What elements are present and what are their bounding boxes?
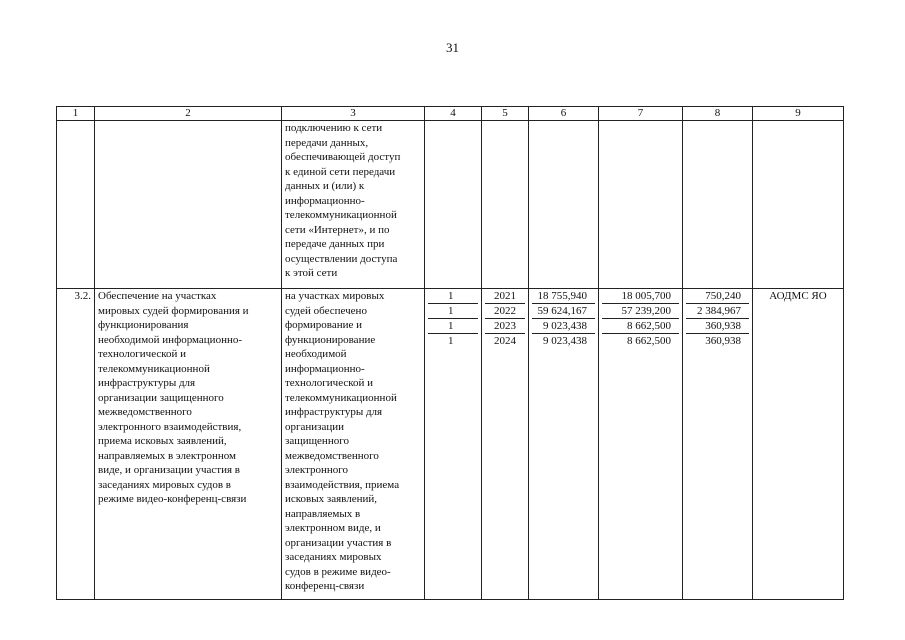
text-line: информационно-	[285, 362, 365, 375]
total-amount-value: 9 023,438	[543, 335, 587, 347]
table-cell	[529, 121, 599, 289]
text-line: режиме видео-конференц-связи	[98, 493, 247, 505]
result-description-cell	[282, 289, 425, 600]
text-line: к единой сети передачи	[285, 165, 396, 178]
table-cell	[95, 121, 282, 289]
column-header: 5	[482, 107, 529, 121]
text-line: приема исковых заявлений,	[98, 435, 227, 447]
column-header: 6	[529, 107, 599, 121]
table-row-continuation	[57, 121, 844, 289]
count-value: 1	[428, 289, 478, 304]
table-header-row	[57, 107, 844, 121]
regional-amount-cell	[683, 289, 753, 600]
text-line: к этой сети	[285, 267, 338, 279]
count-value: 1	[428, 304, 478, 319]
text-line: необходимой информационно-	[98, 333, 243, 346]
federal-amount-cell	[599, 289, 683, 600]
federal-amount-value: 8 662,500	[602, 319, 679, 334]
table-cell	[57, 121, 95, 289]
year-value: 2023	[485, 319, 525, 334]
count-value: 1	[428, 319, 478, 334]
row-number-cell: 3.2.	[57, 289, 95, 600]
total-amount-value: 9 023,438	[532, 319, 595, 334]
text-line: на участках мировых	[285, 290, 385, 302]
page-number: 31	[446, 40, 459, 55]
text-line: сети «Интернет», и по	[285, 223, 390, 236]
federal-amount-value: 8 662,500	[627, 335, 671, 347]
text-line: осуществлении доступа	[285, 252, 398, 265]
text-line: конференц-связи	[285, 580, 365, 592]
table-cell	[753, 121, 844, 289]
text-line: передачи данных,	[285, 136, 369, 149]
count-value: 1	[448, 335, 454, 347]
regional-amount-value: 360,938	[705, 335, 741, 347]
text-line: судов в режиме видео-	[285, 565, 391, 578]
table-cell	[425, 121, 482, 289]
text-line: телекоммуникационной	[285, 209, 397, 221]
text-line: заседаниях мировых судов в	[98, 478, 232, 491]
text-line: судей обеспечено	[285, 304, 367, 317]
text-line: направляемых в	[285, 507, 361, 520]
text-line: подключению к сети	[285, 122, 383, 134]
column-header: 8	[683, 107, 753, 121]
year-value: 2022	[485, 304, 525, 319]
text-line: информационно-	[285, 194, 365, 207]
column-header: 9	[753, 107, 844, 121]
year-value: 2021	[485, 289, 525, 304]
regional-amount-value: 750,240	[686, 289, 749, 304]
text-line: передаче данных при	[285, 238, 385, 250]
text-line: исковых заявлений,	[285, 493, 378, 505]
text-line: телекоммуникационной	[285, 391, 397, 404]
text-line: данных и (или) к	[285, 180, 365, 192]
text-line: электронного	[285, 464, 349, 476]
text-line: заседаниях мировых	[285, 551, 382, 563]
regional-amount-value: 2 384,967	[686, 304, 749, 319]
text-line: формирование и	[285, 319, 363, 331]
text-line: взаимодействия, приема	[285, 478, 400, 491]
column-header: 2	[95, 107, 282, 121]
total-amount-cell	[529, 289, 599, 600]
text-line: технологической и	[98, 348, 187, 360]
text-line: организации защищенного	[98, 391, 224, 404]
text-line: инфраструктуры для	[98, 377, 196, 389]
text-line: функционирование	[285, 333, 376, 346]
text-line: мировых судей формирования и	[98, 304, 249, 317]
text-line: организации	[285, 420, 345, 433]
text-line: направляемых в электронном	[98, 449, 236, 462]
text-line: межведомственного	[285, 449, 379, 462]
federal-amount-value: 18 005,700	[602, 289, 679, 304]
result-description-text	[285, 121, 421, 281]
result-description-text	[285, 289, 421, 594]
text-line: электронном виде, и	[285, 522, 381, 534]
text-line: защищенного	[285, 435, 349, 447]
measure-name-cell	[95, 289, 282, 600]
year-cell	[482, 289, 529, 600]
regional-amount-value: 360,938	[686, 319, 749, 334]
budget-table	[56, 106, 844, 600]
federal-amount-value: 57 239,200	[602, 304, 679, 319]
text-line: технологической и	[285, 377, 374, 389]
table-row-3-2	[57, 289, 844, 600]
text-line: организации участия в	[285, 536, 392, 549]
column-header: 3	[282, 107, 425, 121]
measure-name-text	[98, 289, 278, 507]
text-line: телекоммуникационной	[98, 362, 210, 375]
responsible-executor-cell: АОДМС ЯО	[753, 289, 844, 600]
result-description-cell	[282, 121, 425, 289]
text-line: функционирования	[98, 319, 189, 331]
count-cell	[425, 289, 482, 600]
column-header: 7	[599, 107, 683, 121]
text-line: необходимой	[285, 348, 347, 360]
column-header: 1	[57, 107, 95, 121]
total-amount-value: 59 624,167	[532, 304, 595, 319]
table-cell	[482, 121, 529, 289]
text-line: межведомственного	[98, 406, 192, 418]
table-cell	[683, 121, 753, 289]
year-value: 2024	[494, 335, 516, 347]
column-header: 4	[425, 107, 482, 121]
total-amount-value: 18 755,940	[532, 289, 595, 304]
text-line: инфраструктуры для	[285, 406, 383, 418]
table-cell	[599, 121, 683, 289]
text-line: электронного взаимодействия,	[98, 420, 242, 433]
text-line: виде, и организации участия в	[98, 464, 240, 476]
text-line: Обеспечение на участках	[98, 290, 217, 302]
text-line: обеспечивающей доступ	[285, 151, 401, 163]
